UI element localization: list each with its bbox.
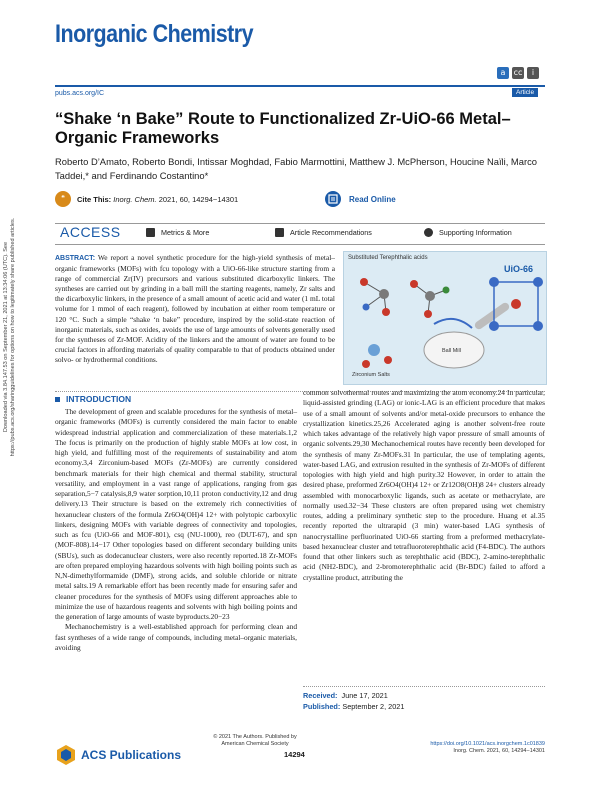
copyright-notice xyxy=(180,734,330,748)
download-note: Downloaded via 3.84.147.53 on September 21, 2021 at 13:34:06 (UTC). See https://pubs.acs.org/sharingguidelines for options on how to legitimately share published articles. xyxy=(3,217,16,457)
recommendations-label: Article Recommendations xyxy=(290,228,372,237)
supporting-info-label: Supporting Information xyxy=(439,228,512,237)
read-online-label: Read Online xyxy=(349,194,396,204)
supporting-info-icon xyxy=(424,228,433,237)
access-label: ACCESS xyxy=(60,224,121,240)
open-access-icon[interactable]: a xyxy=(497,67,509,79)
quote-icon: ❝ xyxy=(55,191,71,207)
metrics-label: Metrics & More xyxy=(161,228,210,237)
acs-hexagon-icon xyxy=(55,744,77,766)
toc-label-center: Ball Mill xyxy=(442,348,461,354)
journal-title[interactable]: Inorganic Chemistry xyxy=(55,20,254,48)
metrics-button[interactable] xyxy=(146,228,209,237)
paragraph: Mechanochemistry is a well-established approach for performing clean and fast syntheses of a wide range of compounds, including metal–organic materials, avoiding xyxy=(55,622,297,652)
received-label: Received: xyxy=(303,691,338,700)
article-title: “Shake ‘n Bake” Route to Functionalized Zr-UiO-66 Metal–Organic Frameworks xyxy=(55,110,511,147)
creative-commons-icon[interactable]: cc xyxy=(513,68,523,77)
cite-this[interactable] xyxy=(55,191,238,207)
cc-by-icon[interactable]: i xyxy=(527,67,539,79)
section-square-icon xyxy=(55,397,60,402)
cite-label: Cite This: xyxy=(77,194,112,204)
cite-details: 2021, 60, 14294−14301 xyxy=(158,194,239,204)
body-column-right xyxy=(303,388,545,583)
abstract xyxy=(55,253,335,365)
metrics-icon xyxy=(146,228,155,237)
introduction-heading-label: INTRODUCTION xyxy=(66,394,132,404)
article-history xyxy=(303,690,404,712)
published-label: Published: xyxy=(303,702,341,711)
copyright-line-2: American Chemical Society xyxy=(221,741,289,747)
supporting-info-button[interactable] xyxy=(424,228,512,237)
toc-graphic xyxy=(343,251,547,385)
page-number: 14294 xyxy=(284,750,305,759)
footer-citation xyxy=(400,741,545,755)
article-type-tag: Article xyxy=(512,88,538,97)
acs-publications-logo[interactable] xyxy=(55,744,181,766)
body-column-left xyxy=(55,407,297,653)
license-badges xyxy=(497,67,539,79)
abstract-label: ABSTRACT: xyxy=(55,255,96,262)
abstract-text: We report a novel synthetic procedure for the high-yield synthesis of metal–organic frameworks (MOFs) with fcu topology with a UiO-66-like structure starting from a range of commercial Zr(IV) precursors and various substituted dicarboxylic linkers. The syntheses are carried out by grinding in a ball mill the starting reagents, namely, Zr salts and the dicarboxylic linkers, in the presence of a small amount of acetic acid and water (1 mL total volume for 1 mmol of each reagent), followed by incubation at either room temperature or 120 °C. Such a simple “shake ‘n bake” procedure, inspired by the solid-state reaction of inorganic materials, such as oxides, avoids the use of large amounts of solvents generally used for the syntheses of Zr-MOF. Acidity of the linkers and the amount of water are found to be crucial factors in affording materials of quality comparable to that of products obtained under solvo- or hydrothermal conditions. xyxy=(55,253,335,364)
journal-citation: Inorg. Chem. 2021, 60, 14294−14301 xyxy=(453,748,545,754)
author-list: Roberto D’Amato, Roberto Bondi, Intissar Moghdad, Fabio Marmottini, Matthew J. McPherson, Houcine Naïli, Marco Taddei,* and Ferdinando Costantino* xyxy=(55,156,537,181)
received-date: June 17, 2021 xyxy=(341,691,388,700)
read-online-button[interactable] xyxy=(325,191,396,207)
toc-label-product: UiO-66 xyxy=(504,264,534,274)
toc-label-salts: Zirconium Salts xyxy=(352,372,390,378)
journal-url[interactable]: pubs.acs.org/IC xyxy=(55,90,105,97)
recommendations-icon xyxy=(275,228,284,237)
history-divider xyxy=(303,686,545,687)
introduction-heading[interactable] xyxy=(55,394,131,404)
toc-label-linkers: Substituted Terephthalic acids xyxy=(348,255,428,261)
acs-publications-text: ACS Publications xyxy=(81,748,182,762)
read-online-icon xyxy=(325,191,341,207)
doi-link[interactable]: https://doi.org/10.1021/acs.inorgchem.1c01839 xyxy=(430,741,545,747)
header-rule xyxy=(55,85,545,87)
cite-journal: Inorg. Chem. xyxy=(113,194,157,204)
recommendations-button[interactable] xyxy=(275,228,372,237)
paragraph: The development of green and scalable procedures for the synthesis of metal–organic frameworks (MOFs) is currently considered the main factor to enable widespread industrial application and commercialization of these materials.1,2 The focus is primarily on the production of highly stable MOFs at low cost, in high yield, and fulfilling most of the requirements of sustainability and atom economy.3,4 Zirconium-based MOFs (Zr-MOFs) are currently considered benchmark materials for their high chemical and thermal stability, structural versatility, and employment in a vast range of applications, ranging from gas separation,5−7 catalysis,8,9 water sorption,10,11 proton conductivity,12 and drug delivery.13 Their structure is based on the extremely rich connectivities of hexanuclear clusters of the formula Zr6O4(OH)4 12+ with polytopic carboxylic linkers, designing MOFs with variable degrees of connectivity and topologies, such as fcu (UiO-66 and MOF-801), csq (NU-1000), reo (DUT-67), and spn (MOF-808).14−17 Other topologies based on different secondary building units (SBUs), such as dodecanuclear clusters, were also recently reported.18 Zr-MOFs are often prepared employing hazardous solvents with high boiling points such as N,N-dimethylformamide (DMF), strong acids, and soluble chloride or nitrate metal salts.19 A remarkable effort has been recently made for ensuring safer and cleaner procedures for the synthesis of MOFs using different approaches able to minimize the use of hazardous reagents and solvents with high boiling points and the generation of large amounts of waste byproducts.20−23 xyxy=(55,407,297,621)
copyright-line-1: © 2021 The Authors. Published by xyxy=(213,734,297,740)
published-date: September 2, 2021 xyxy=(342,702,405,711)
paragraph: common solvothermal routes and maximizing the atom economy.24 In particular, liquid-assisted grinding (LAG) or ionic-LAG is an efficient procedure that makes use of a small amount of solvents and/or metal-oxide precursors to enhance the crystallization kinetics.25,26 Accelerated aging is another solvent-free route which takes advantage of the relatively high vapor pressure of small amounts of organic solvents.29,30 Mechanochemical routes have recently been developed for the synthesis of many Zr-MOFs.31 In particular, the use of templating agents, water-based LAG, and extrusion resulted in the synthesis of Zr-MOFs of different topologies with high yield and high purity.32 However, in order to attain the desired phase, preformed Zr6O4(OH)4 12+ or Zr12O8(OH)8 24+ clusters already assembled with monocarboxylic ligands, such as acetate or methacrylate, are normally used.32−34 These clusters are often prepared using wet chemistry routes, adding a preliminary synthetic step to the procedure. Huang et al.35 recently reported the ultrarapid (3 min) water-based LAG synthesis of nanocrystalline perfluorinated UiO-66 starting from a preformed methacrylate-based hexanuclear cluster and tetrafluoroterephthalic acid (F4-BDC). The authors found that other linkers such as terephthalic acid (BDC), 2-amino-terephthalic acid (NH2-BDC), and 2-bromoterephthalic acid (Br-BDC) failed to afford a crystalline product, attributing the xyxy=(303,388,545,582)
